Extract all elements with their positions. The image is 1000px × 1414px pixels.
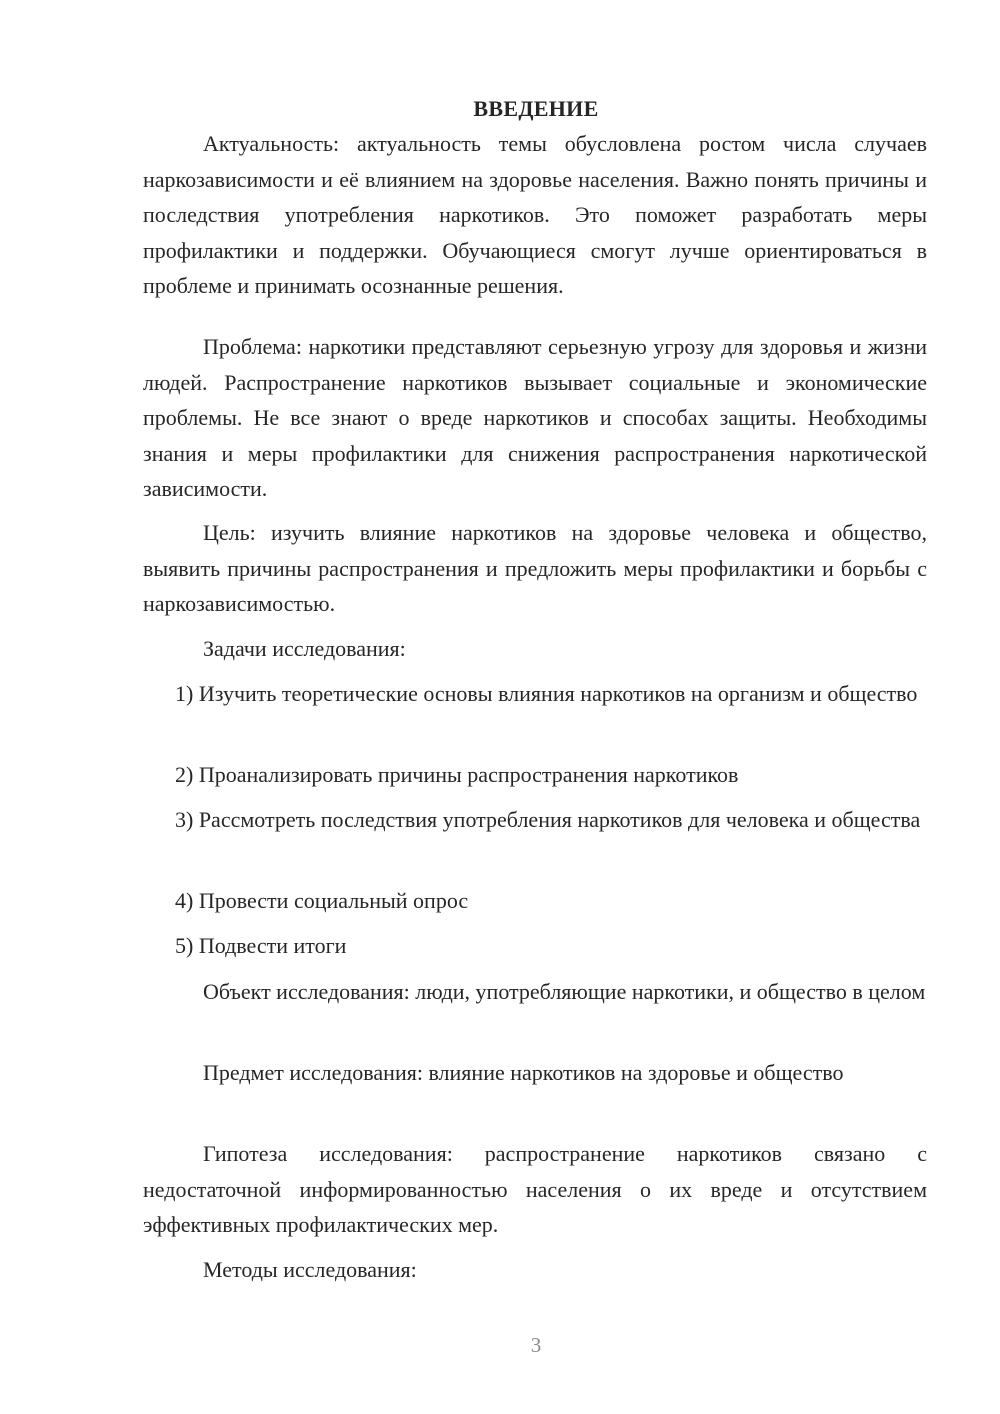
paragraph-hypothesis: Гипотеза исследования: распространение наркотиков связано с недостаточной информированностью населения о их вреде и отсутствием эффективных профилактических мер. <box>143 1141 927 1237</box>
paragraph-subject: Предмет исследования: влияние наркотиков на здоровье и общество <box>203 1060 844 1085</box>
task-item-4: 4) Провести социальный опрос <box>175 888 469 913</box>
section-title: ВВЕДЕНИЕ <box>473 96 599 121</box>
paragraph-object: Объект исследования: люди, употребляющие наркотики, и общество в целом <box>203 979 926 1004</box>
paragraph-problem: Проблема: наркотики представляют серьезную угрозу для здоровья и жизни людей. Распространение наркотиков вызывает социальные и экономические проблемы. Не все знают о вреде наркотиков и способах защиты. Необходимы знания и меры профилактики для снижения распространения наркотической зависимости. <box>143 334 927 501</box>
tasks-heading: Задачи исследования: <box>203 636 406 661</box>
task-item-5: 5) Подвести итоги <box>175 933 347 958</box>
paragraph-actuality: Актуальность: актуальность темы обусловлена ростом числа случаев наркозависимости и её влиянием на здоровье населения. Важно понять причины и последствия употребления наркотиков. Это поможет разработать меры профилактики и поддержки. Обучающиеся смогут лучше ориентироваться в проблеме и принимать осознанные решения. <box>143 131 927 298</box>
paragraph-methods: Методы исследования: <box>203 1257 417 1282</box>
task-item-3: 3) Рассмотреть последствия употребления наркотиков для человека и общества <box>175 807 921 832</box>
task-item-2: 2) Проанализировать причины распространения наркотиков <box>175 762 739 787</box>
task-item-1: 1) Изучить теоретические основы влияния наркотиков на организм и общество <box>175 681 918 706</box>
paragraph-goal: Цель: изучить влияние наркотиков на здоровье человека и общество, выявить причины распространения и предложить меры профилактики и борьбы с наркозависимостью. <box>143 520 927 616</box>
page-number: 3 <box>530 1333 542 1357</box>
